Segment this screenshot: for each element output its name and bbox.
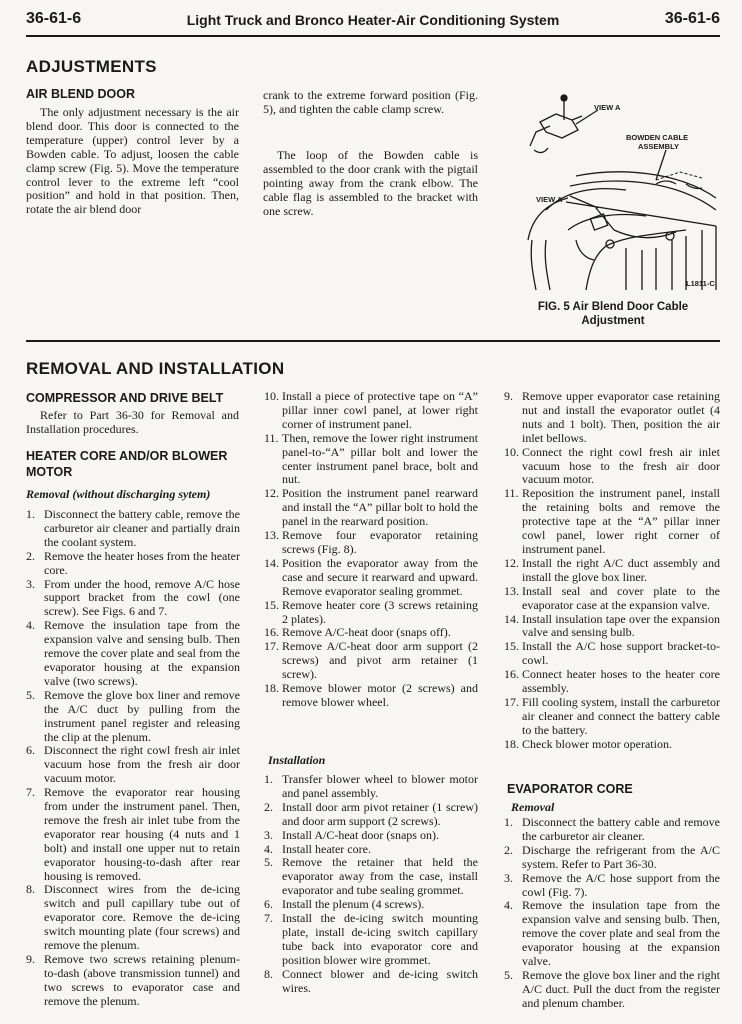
subheading-removal-without-discharging: Removal (without discharging sytem)	[26, 487, 211, 501]
section-heading-removal-installation: REMOVAL AND INSTALLATION	[26, 359, 285, 378]
step-number: 4.	[26, 618, 35, 633]
step-number: 3.	[264, 827, 273, 842]
list-item	[504, 872, 720, 900]
step-text: Discharge the refrigerant from the A/C system. Refer to Part 36-30.	[522, 842, 720, 871]
step-number: 14.	[264, 555, 279, 570]
step-number: 3.	[504, 870, 513, 885]
list-item	[264, 557, 478, 599]
subheading-evaporator-removal: Removal	[511, 800, 555, 814]
list-item	[504, 816, 720, 844]
step-text: Install seal and cover plate to the evaporator case at the expansion valve.	[522, 583, 720, 612]
step-number: 6.	[264, 897, 273, 912]
step-number: 9.	[26, 952, 35, 966]
step-text: Remove the glove box liner and the right A/C duct. Pull the duct from the register and plenum chamber.	[522, 967, 720, 1010]
list-item	[504, 969, 720, 1011]
step-number: 6.	[26, 743, 35, 758]
list-item	[264, 529, 478, 557]
step-number: 13.	[504, 583, 519, 598]
list-item	[264, 968, 478, 996]
installation-steps-col2	[264, 773, 478, 996]
subheading-evaporator-core: EVAPORATOR CORE	[507, 782, 633, 796]
step-number: 16.	[264, 625, 279, 640]
list-item	[264, 487, 478, 529]
list-item	[26, 619, 240, 689]
step-text: Remove two screws retaining plenum-to-dash (above transmission tunnel) and two screws to evaporator case and remove the plenum.	[44, 952, 240, 1008]
figure-label-view-a-left: VIEW A	[536, 195, 563, 204]
step-number: 15.	[264, 597, 279, 612]
figure-caption	[506, 300, 720, 328]
step-text: Install the right A/C duct assembly and install the glove box liner.	[522, 555, 720, 584]
list-item	[504, 668, 720, 696]
list-item	[504, 640, 720, 668]
subheading-heater-core-line-2: MOTOR	[26, 465, 73, 479]
subheading-heater-core-line-1: HEATER CORE AND/OR BLOWER	[26, 449, 228, 463]
list-item	[504, 696, 720, 738]
step-text: Remove the A/C hose support from the cowl (Fig. 7).	[522, 870, 720, 899]
step-text: Position the instrument panel rearward and install the “A” pillar bolt to hold the panel in the rearward position.	[282, 486, 478, 529]
step-number: 18.	[504, 736, 519, 751]
step-text: Check blower motor operation.	[522, 736, 672, 751]
list-item	[264, 682, 478, 710]
step-text: Remove blower motor (2 screws) and remove blower wheel.	[282, 681, 478, 709]
list-item	[264, 432, 478, 488]
list-item	[264, 390, 478, 432]
list-item	[264, 912, 478, 968]
page-number-right: 36-61-6	[664, 10, 720, 27]
compressor-text: Refer to Part 36-30 for Removal and Installation procedures.	[26, 408, 239, 436]
step-number: 5.	[264, 855, 273, 870]
step-number: 11.	[264, 430, 279, 445]
step-number: 18.	[264, 681, 279, 696]
step-number: 1.	[504, 815, 513, 829]
list-item	[264, 856, 478, 898]
step-number: 16.	[504, 667, 519, 682]
figure-air-blend-door-cable	[506, 90, 720, 300]
list-item	[504, 844, 720, 872]
step-number: 4.	[264, 841, 273, 856]
installation-steps-col3	[504, 390, 720, 752]
air-blend-paragraph-2: The loop of the Bowden cable is assembled to the door crank with the pigtail pointing away from the crank elbow. The cable flag is assembled to the bracket with one screw.	[263, 148, 478, 218]
figure-code: L1811-C	[686, 279, 715, 288]
evaporator-removal-steps	[504, 816, 720, 1011]
step-number: 10.	[504, 444, 519, 459]
figure-caption-line-2: Adjustment	[581, 315, 645, 327]
step-text: Remove the retainer that held the evaporator away from the case, install evaporator and tube sealing grommet.	[282, 855, 478, 898]
step-text: Remove the glove box liner and remove the A/C duct by pulling from the instrument panel register and releasing the clip at the plenum.	[44, 687, 240, 744]
list-item	[264, 829, 478, 843]
step-text: Install the A/C hose support bracket-to-cowl.	[522, 639, 720, 668]
step-number: 13.	[264, 528, 279, 543]
section-rule	[26, 340, 720, 342]
step-number: 7.	[26, 785, 35, 800]
list-item	[264, 773, 478, 801]
step-number: 3.	[26, 576, 35, 591]
step-text: Install the plenum (4 screws).	[282, 897, 425, 912]
step-text: Install heater core.	[282, 841, 371, 856]
step-number: 14.	[504, 611, 519, 626]
page-header	[26, 6, 720, 32]
air-blend-paragraph-1a: The only adjustment necessary is the air blend door. This door is connected to the temperature (upper) control lever by a Bowden cable. To adjust, loosen the cable clamp screw (Fig. 5). Move the temperature control lever to the extreme left “cool position” and hold in that position. Then, rotate the air blend door	[26, 105, 239, 217]
step-number: 17.	[264, 639, 279, 654]
step-text: Remove the heater hoses from the heater core.	[44, 548, 240, 577]
step-text: Disconnect the battery cable, remove the carburetor air cleaner and partially drain the coolant system.	[44, 507, 240, 549]
step-text: Install insulation tape over the expansion valve and sensing bulb.	[522, 611, 720, 640]
step-number: 2.	[504, 842, 513, 857]
list-item	[26, 578, 240, 620]
step-text: Then, remove the lower right instrument panel-to-“A” pillar bolt and lower the center instrument panel brace, bolt and nut.	[282, 430, 478, 487]
list-item	[26, 550, 240, 578]
step-number: 8.	[26, 882, 35, 897]
list-item	[26, 953, 240, 1009]
step-text: From under the hood, remove A/C hose support bracket from the cowl (one screw). See Figs. 6 and 7.	[44, 576, 240, 619]
section-heading-adjustments: ADJUSTMENTS	[26, 57, 157, 76]
step-text: Remove four evaporator retaining screws (Fig. 8).	[282, 528, 478, 556]
step-text: Remove heater core (3 screws retaining 2 plates).	[282, 597, 478, 626]
step-number: 17.	[504, 694, 519, 709]
list-item	[26, 508, 240, 550]
step-number: 4.	[504, 898, 513, 913]
page-number-left: 36-61-6	[26, 10, 82, 27]
step-number: 5.	[504, 967, 513, 982]
step-text: Install A/C-heat door (snaps on).	[282, 827, 439, 842]
step-number: 8.	[264, 966, 273, 981]
step-text: Install door arm pivot retainer (1 screw) and door arm support (2 screws).	[282, 799, 478, 828]
step-text: Remove upper evaporator case retaining nut and install the evaporator outlet (4 nuts and 1 bolt). Then, position the air inlet bellows.	[522, 389, 720, 445]
step-text: Remove A/C-heat door (snaps off).	[282, 625, 451, 640]
heater-core-removal-steps-col2	[264, 390, 478, 710]
step-text: Disconnect wires from the de-icing switch and pull capillary tube out of evaporator core. Remove the de-icing switch mounting plate (four screws) and remove the plenum.	[44, 882, 240, 953]
list-item	[264, 599, 478, 627]
subheading-compressor-drive-belt: COMPRESSOR AND DRIVE BELT	[26, 391, 224, 405]
step-text: Remove the insulation tape from the expansion valve and sensing bulb. Then remove the cover plate and seal from the evaporator housing at the expansion valve (two screws).	[44, 618, 240, 688]
list-item	[504, 613, 720, 641]
list-item	[504, 487, 720, 557]
air-blend-paragraph-1b: crank to the extreme forward position (Fig. 5), and tighten the cable clamp screw.	[263, 88, 478, 116]
list-item	[504, 738, 720, 752]
list-item	[26, 786, 240, 883]
running-title: Light Truck and Bronco Heater-Air Conditioning System	[186, 12, 560, 28]
list-item	[504, 446, 720, 488]
step-text: Connect blower and de-icing switch wires.	[282, 966, 478, 995]
step-text: Reposition the instrument panel, install the retaining bolts and remove the protective tape at the “A” pillar inner cowl panel, lower right corner of instrument panel.	[522, 486, 720, 556]
step-text: Remove the insulation tape from the expansion valve and sensing bulb. Then, remove the cover plate and seal from the evaporator housing at the expansion valve.	[522, 898, 720, 969]
step-number: 9.	[504, 389, 513, 403]
list-item	[264, 843, 478, 857]
step-text: Connect the right cowl fresh air inlet vacuum hose to the fresh air door vacuum motor.	[522, 444, 720, 487]
step-text: Transfer blower wheel to blower motor and panel assembly.	[282, 772, 478, 800]
subheading-heater-core-blower	[26, 448, 239, 480]
step-number: 15.	[504, 639, 519, 654]
figure-label-view-a-top: VIEW A	[594, 103, 621, 112]
step-number: 2.	[26, 548, 35, 563]
step-text: Connect heater hoses to the heater core assembly.	[522, 667, 720, 696]
list-item	[504, 899, 720, 969]
list-item	[264, 898, 478, 912]
list-item	[26, 883, 240, 953]
step-text: Disconnect the battery cable and remove the carburetor air cleaner.	[522, 815, 720, 843]
list-item	[26, 744, 240, 786]
step-number: 12.	[504, 555, 519, 570]
list-item	[264, 626, 478, 640]
figure-illustration	[506, 90, 720, 300]
figure-label-bowden-cable: BOWDEN CABLE	[626, 133, 689, 142]
header-rule	[26, 35, 720, 37]
step-number: 10.	[264, 389, 279, 403]
step-text: Remove the evaporator rear housing from under the instrument panel. Then, remove the fresh air inlet tube from the evaporator rear housing (4 nuts and 1 bolt) and install one upper nut to retain evaporator housing-to-dash after rear housing is removed.	[44, 785, 240, 883]
heater-core-removal-steps-col1	[26, 508, 240, 1009]
subheading-air-blend-door: AIR BLEND DOOR	[26, 87, 136, 101]
subheading-installation: Installation	[268, 753, 326, 767]
step-text: Remove A/C-heat door arm support (2 screws) and pivot arm retainer (1 screw).	[282, 639, 478, 682]
step-number: 1.	[26, 507, 35, 521]
step-text: Fill cooling system, install the carburetor air cleaner and connect the battery cable to the battery.	[522, 694, 720, 737]
step-number: 5.	[26, 687, 35, 702]
list-item	[504, 390, 720, 446]
step-number: 7.	[264, 911, 273, 926]
step-number: 2.	[264, 799, 273, 814]
step-text: Install a piece of protective tape on “A” pillar inner cowl panel, at lower right corner of instrument panel.	[282, 389, 478, 431]
figure-label-assembly: ASSEMBLY	[638, 142, 679, 151]
list-item	[26, 689, 240, 745]
list-item	[264, 640, 478, 682]
figure-caption-line-1: FIG. 5 Air Blend Door Cable	[537, 301, 689, 313]
list-item	[504, 585, 720, 613]
list-item	[264, 801, 478, 829]
step-text: Disconnect the right cowl fresh air inlet vacuum hose from the fresh air door vacuum motor.	[44, 743, 240, 786]
step-number: 12.	[264, 486, 279, 501]
step-text: Install the de-icing switch mounting plate, install de-icing switch capillary tube back into evaporator core and position blower wire grommet.	[282, 911, 478, 967]
step-number: 1.	[264, 772, 273, 786]
step-text: Position the evaporator away from the case and secure it rearward and upward. Remove evaporator sealing grommet.	[282, 555, 478, 598]
step-number: 11.	[504, 486, 519, 501]
list-item	[504, 557, 720, 585]
